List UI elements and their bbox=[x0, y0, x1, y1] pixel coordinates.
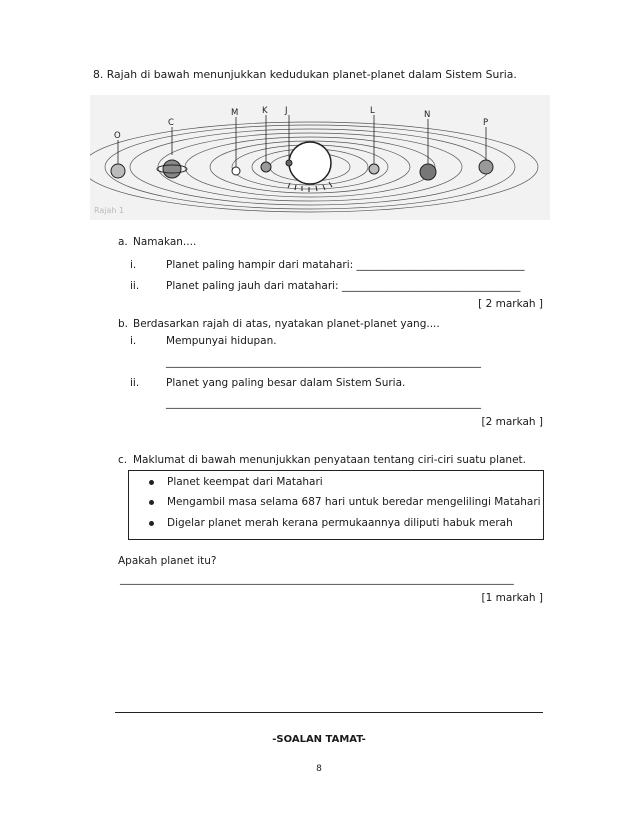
label-o: O bbox=[114, 131, 121, 141]
part-c-marks: [1 markah ] bbox=[481, 592, 543, 604]
planet-o-icon bbox=[111, 164, 125, 178]
part-a-label: a. bbox=[118, 236, 128, 248]
part-b-marks: [2 markah ] bbox=[481, 416, 543, 428]
part-a-marks: [ 2 markah ] bbox=[478, 298, 543, 310]
label-n: N bbox=[424, 110, 431, 120]
planet-p-icon bbox=[479, 160, 493, 174]
question-title: 8. Rajah di bawah menunjukkan kedudukan planet-planet dalam Sistem Suria. bbox=[93, 68, 517, 81]
part-c-text: Maklumat di bawah menunjukkan penyataan tentang ciri-ciri suatu planet. bbox=[133, 454, 527, 466]
planet-j-icon bbox=[286, 160, 292, 166]
label-p: P bbox=[483, 118, 489, 128]
page-number: 8 bbox=[316, 764, 322, 774]
end-of-questions: -SOALAN TAMAT- bbox=[272, 734, 366, 745]
part-c-answer-line: ___________________________________________________________________________ bbox=[120, 573, 514, 585]
planet-l-icon bbox=[369, 164, 379, 174]
planet-n-icon bbox=[420, 164, 436, 180]
part-a-item-2-text: Planet paling jauh dari matahari: __________________________________ bbox=[166, 280, 521, 292]
part-b-item-2-text: Planet yang paling besar dalam Sistem Suria. bbox=[166, 377, 406, 389]
footer-divider bbox=[115, 712, 543, 713]
label-l: L bbox=[370, 106, 375, 116]
part-b-item-1-answer-line: ____________________________________________________________ bbox=[166, 356, 481, 368]
part-c-label: c. bbox=[118, 454, 128, 466]
planet-m-icon bbox=[232, 167, 240, 175]
part-b-text: Berdasarkan rajah di atas, nyatakan planet-planet yang.... bbox=[133, 318, 440, 330]
part-a-text: Namakan.... bbox=[133, 236, 197, 248]
part-b-item-2-num: ii. bbox=[130, 377, 140, 389]
bullet-dot-icon bbox=[149, 521, 154, 526]
part-b-item-1-text: Mempunyai hidupan. bbox=[166, 335, 277, 347]
part-c-question: Apakah planet itu? bbox=[118, 555, 217, 567]
part-a-item-2-num: ii. bbox=[130, 280, 140, 292]
planet-c-icon bbox=[163, 160, 181, 178]
label-c: C bbox=[168, 118, 174, 128]
label-j: J bbox=[285, 106, 288, 116]
part-b-label: b. bbox=[118, 318, 129, 330]
planet-info-box: Planet keempat dari Matahari Mengambil masa selama 687 hari untuk beredar mengelilingi Matahari Digelar planet merah kerana permukaannya diliputi habuk merah bbox=[128, 470, 544, 540]
part-b-item-2-answer-line: ____________________________________________________________ bbox=[166, 397, 481, 409]
part-b-item-1-num: i. bbox=[130, 335, 137, 347]
planet-k-icon bbox=[261, 162, 271, 172]
part-a-item-1-num: i. bbox=[130, 259, 137, 271]
bullet-dot-icon bbox=[149, 500, 154, 505]
bullet-dot-icon bbox=[149, 480, 154, 485]
part-a-item-1-text: Planet paling hampir dari matahari: ________________________________ bbox=[166, 259, 525, 271]
label-m: M bbox=[231, 108, 239, 118]
label-k: K bbox=[262, 106, 268, 116]
solar-system-diagram bbox=[90, 95, 550, 220]
sun-icon bbox=[289, 142, 331, 184]
figure-caption: Rajah 1 bbox=[94, 206, 125, 215]
